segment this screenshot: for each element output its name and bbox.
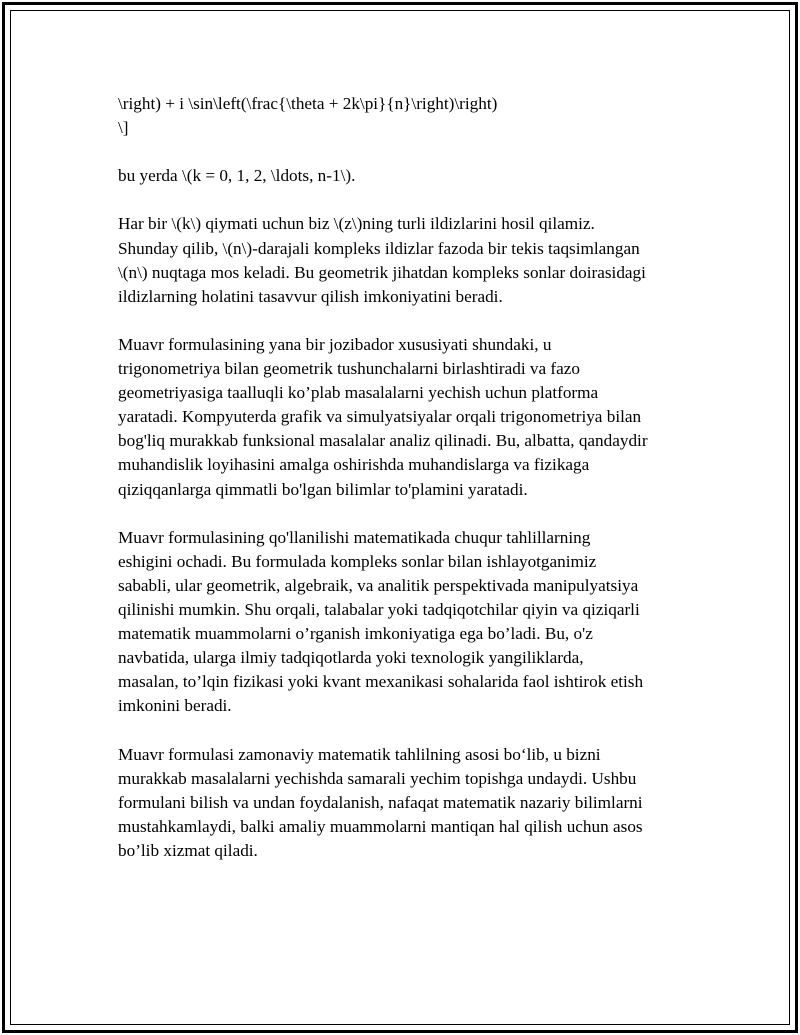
paragraph-roots-distribution: Har bir \(k\) qiymati uchun biz \(z\)ning turli ildizlarini hosil qilamiz. Shunday qilib, \(n\)-darajali kompleks ildizlar fazoda bir tekis taqsimlangan \(n\) nuqtaga mos keladi. Bu geometrik jihatdan kompleks sonlar doirasidagi ildizlarning holatini tasavvur qilish imkoniyatini beradi. bbox=[118, 214, 646, 306]
paragraph-conclusion: Muavr formulasi zamonaviy matematik tahlilning asosi bo‘lib, u bizni murakkab masalalarni yechishda samarali yechim topishga undaydi. Ushbu formulani bilish va undan foydalanish, nafaqat matematik nazariy bilimlarni mustahkamlaydi, balki amaliy muammolarni mantiqan hal qilish uchun asos bo’lib xizmat qiladi. bbox=[118, 744, 643, 860]
k-range-line: bu yerda \(k = 0, 1, 2, \ldots, n-1\). bbox=[118, 166, 356, 186]
document-body bbox=[118, 92, 698, 887]
paragraph-trig-geometry: Muavr formulasining yana bir jozibador xususiyati shundaki, u trigonometriya bilan geometrik tushunchalarni birlashtiradi va fazo geometriyasiga taalluqli ko’plab masalalarni yechish uchun platforma yaratadi. Kompyuterda grafik va simulyatsiyalar orqali trigonometriya bilan bog'liq murakkab funksional masalalar analiz qilinadi. Bu, albatta, qandaydir muhandislik loyihasini amalga oshirishda muhandislarga va fizikaga qiziqqanlarga qimmatli bo'lgan bilimlar to'plamini yaratadi. bbox=[118, 334, 648, 499]
paragraph-applications: Muavr formulasining qo'llanilishi matematikada chuqur tahlillarning eshigini ochadi. Bu formulada kompleks sonlar bilan ishlayotganimiz sababli, ular geometrik, algebraik, va analitik perspektivada manipulyatsiya qilinishi mumkin. Shu orqali, talabalar yoki tadqiqotchilar qiyin va qiziqarli matematik muammolarni o’rganish imkoniyatiga ega bo’ladi. Bu, o'z navbatida, ularga ilmiy tadqiqotlarda yoki texnologik yangiliklarda, masalan, to’lqin fizikasi yoki kvant mexanikasi sohalarida faol ishtirok etish imkonini beradi. bbox=[118, 527, 644, 716]
formula-continuation: \right) + i \sin\left(\frac{\theta + 2k\pi}{n}\right)\right) \] bbox=[118, 94, 498, 138]
